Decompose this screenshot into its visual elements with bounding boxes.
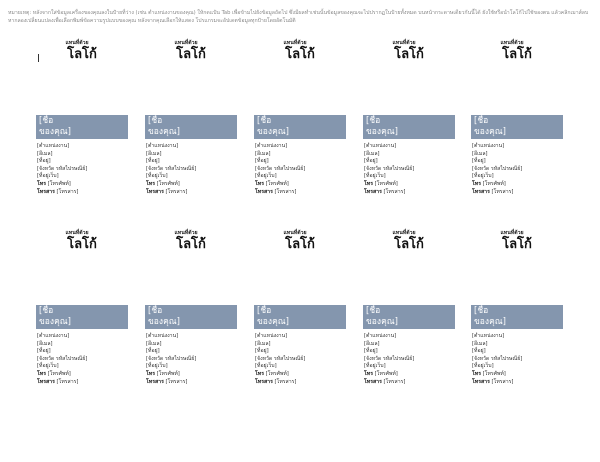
email: [อีเมล]	[472, 150, 488, 157]
logo-replace-label: แทนที่ด้วย	[65, 40, 89, 46]
phone-row	[255, 371, 346, 379]
name-bar[interactable]	[471, 305, 563, 329]
logo-text: โลโก้	[176, 47, 206, 62]
logo-placeholder[interactable]	[145, 40, 237, 70]
fax-row	[472, 379, 563, 387]
fax-value: [โทรสาร]	[165, 188, 188, 195]
phone-row	[146, 371, 237, 379]
phone-row	[255, 181, 346, 189]
phone-value: [โทรศัพท์]	[482, 180, 506, 187]
fax-value: [โทรสาร]	[383, 188, 406, 195]
address: [ที่อยู่]	[37, 158, 51, 165]
name-bar[interactable]	[254, 115, 346, 139]
address: [ที่อยู่]	[364, 158, 378, 165]
name-line-1: [ชื่อ	[148, 116, 163, 126]
email: [อีเมล]	[364, 150, 380, 157]
logo-text: โลโก้	[285, 237, 315, 252]
address-2: [ที่อยู่เว็บ]	[146, 173, 168, 180]
logo-replace-label: แทนที่ด้วย	[500, 230, 524, 236]
address: [ที่อยู่]	[255, 348, 269, 355]
name-bar[interactable]	[36, 305, 128, 329]
email: [อีเมล]	[255, 150, 271, 157]
business-card[interactable]	[363, 230, 455, 390]
logo-replace-label: แทนที่ด้วย	[174, 40, 198, 46]
logo-text: โลโก้	[285, 47, 315, 62]
logo-text: โลโก้	[394, 237, 424, 252]
fax-row	[472, 189, 563, 197]
fax-row	[146, 189, 237, 197]
business-card[interactable]	[36, 230, 128, 390]
name-bar[interactable]	[145, 115, 237, 139]
logo-placeholder[interactable]	[254, 230, 346, 260]
name-bar[interactable]	[145, 305, 237, 329]
phone-label: โทร	[255, 370, 264, 377]
phone-value: [โทรศัพท์]	[47, 180, 71, 187]
fax-row	[364, 379, 455, 387]
fax-value: [โทรสาร]	[274, 188, 297, 195]
contact-details[interactable]	[364, 333, 455, 386]
name-line-2: ของคุณ]	[148, 316, 180, 327]
contact-details[interactable]	[255, 333, 346, 386]
phone-label: โทร	[472, 370, 481, 377]
logo-replace-label: แทนที่ด้วย	[392, 40, 416, 46]
logo-replace-label: แทนที่ด้วย	[392, 230, 416, 236]
logo-placeholder[interactable]	[36, 40, 128, 70]
phone-value: [โทรศัพท์]	[374, 370, 398, 377]
fax-label: โทรสาร	[146, 188, 164, 195]
business-card[interactable]	[145, 230, 237, 390]
phone-row	[364, 371, 455, 379]
email: [อีเมล]	[364, 340, 380, 347]
name-bar[interactable]	[363, 305, 455, 329]
address: [ที่อยู่]	[37, 348, 51, 355]
fax-value: [โทรสาร]	[165, 378, 188, 385]
name-line-2: ของคุณ]	[366, 126, 398, 137]
fax-value: [โทรสาร]	[491, 378, 514, 385]
contact-details[interactable]	[364, 143, 455, 196]
phone-label: โทร	[255, 180, 264, 187]
email: [อีเมล]	[472, 340, 488, 347]
phone-row	[472, 371, 563, 379]
job-title: [ตำแหน่งงาน]	[255, 333, 288, 339]
name-line-1: [ชื่อ	[39, 116, 54, 126]
logo-replace-label: แทนที่ด้วย	[283, 230, 307, 236]
fax-row	[37, 189, 128, 197]
fax-label: โทรสาร	[364, 188, 382, 195]
email: [อีเมล]	[146, 150, 162, 157]
contact-details[interactable]	[255, 143, 346, 196]
logo-text: โลโก้	[502, 47, 532, 62]
logo-placeholder[interactable]	[254, 40, 346, 70]
logo-text: โลโก้	[502, 237, 532, 252]
logo-placeholder[interactable]	[36, 230, 128, 260]
fax-value: [โทรสาร]	[56, 188, 79, 195]
logo-replace-label: แทนที่ด้วย	[283, 40, 307, 46]
fax-label: โทรสาร	[37, 188, 55, 195]
job-title: [ตำแหน่งงาน]	[364, 333, 397, 339]
logo-placeholder[interactable]	[471, 40, 563, 70]
business-card[interactable]	[471, 40, 563, 200]
name-line-2: ของคุณ]	[474, 316, 506, 327]
name-bar[interactable]	[363, 115, 455, 139]
phone-label: โทร	[146, 180, 155, 187]
email: [อีเมล]	[37, 340, 53, 347]
address-2: [ที่อยู่เว็บ]	[364, 363, 386, 370]
phone-value: [โทรศัพท์]	[265, 180, 289, 187]
contact-details[interactable]	[472, 143, 563, 196]
job-title: [ตำแหน่งงาน]	[37, 333, 70, 339]
business-card[interactable]	[363, 40, 455, 200]
address-2: [ที่อยู่เว็บ]	[364, 173, 386, 180]
business-card[interactable]	[254, 230, 346, 390]
phone-label: โทร	[472, 180, 481, 187]
address: [ที่อยู่]	[364, 348, 378, 355]
fax-value: [โทรสาร]	[491, 188, 514, 195]
phone-row	[146, 181, 237, 189]
email: [อีเมล]	[37, 150, 53, 157]
contact-details[interactable]	[146, 333, 237, 386]
contact-details[interactable]	[472, 333, 563, 386]
city-state-zip: [จังหวัด รหัสไปรษณีย์]	[255, 165, 306, 172]
phone-row	[37, 181, 128, 189]
address: [ที่อยู่]	[472, 348, 486, 355]
city-state-zip: [จังหวัด รหัสไปรษณีย์]	[37, 355, 88, 362]
name-line-2: ของคุณ]	[39, 126, 71, 137]
phone-label: โทร	[37, 180, 46, 187]
fax-value: [โทรสาร]	[274, 378, 297, 385]
city-state-zip: [จังหวัด รหัสไปรษณีย์]	[472, 165, 523, 172]
logo-text: โลโก้	[176, 237, 206, 252]
name-line-1: [ชื่อ	[366, 306, 381, 316]
job-title: [ตำแหน่งงาน]	[255, 143, 288, 149]
name-line-2: ของคุณ]	[39, 316, 71, 327]
fax-row	[146, 379, 237, 387]
phone-row	[472, 181, 563, 189]
job-title: [ตำแหน่งงาน]	[146, 333, 179, 339]
name-line-1: [ชื่อ	[474, 116, 489, 126]
business-card[interactable]	[471, 230, 563, 390]
fax-row	[255, 189, 346, 197]
job-title: [ตำแหน่งงาน]	[364, 143, 397, 149]
phone-label: โทร	[37, 370, 46, 377]
name-line-2: ของคุณ]	[257, 126, 289, 137]
address-2: [ที่อยู่เว็บ]	[472, 363, 494, 370]
logo-placeholder[interactable]	[363, 230, 455, 260]
name-line-1: [ชื่อ	[474, 306, 489, 316]
logo-placeholder[interactable]	[145, 230, 237, 260]
name-line-1: [ชื่อ	[148, 306, 163, 316]
logo-placeholder[interactable]	[363, 40, 455, 70]
city-state-zip: [จังหวัด รหัสไปรษณีย์]	[364, 165, 415, 172]
logo-replace-label: แทนที่ด้วย	[500, 40, 524, 46]
contact-details[interactable]	[146, 143, 237, 196]
address: [ที่อยู่]	[472, 158, 486, 165]
address-2: [ที่อยู่เว็บ]	[146, 363, 168, 370]
fax-label: โทรสาร	[146, 378, 164, 385]
job-title: [ตำแหน่งงาน]	[472, 333, 505, 339]
business-card[interactable]	[254, 40, 346, 200]
name-bar[interactable]	[471, 115, 563, 139]
job-title: [ตำแหน่งงาน]	[146, 143, 179, 149]
logo-placeholder[interactable]	[471, 230, 563, 260]
contact-details[interactable]	[37, 143, 128, 196]
business-card[interactable]	[145, 40, 237, 200]
address-2: [ที่อยู่เว็บ]	[255, 363, 277, 370]
logo-text: โลโก้	[394, 47, 424, 62]
logo-replace-label: แทนที่ด้วย	[65, 230, 89, 236]
fax-row	[364, 189, 455, 197]
fax-row	[37, 379, 128, 387]
phone-value: [โทรศัพท์]	[156, 370, 180, 377]
logo-replace-label: แทนที่ด้วย	[174, 230, 198, 236]
business-card[interactable]	[36, 40, 128, 200]
phone-label: โทร	[364, 180, 373, 187]
name-bar[interactable]	[36, 115, 128, 139]
fax-value: [โทรสาร]	[383, 378, 406, 385]
name-line-2: ของคุณ]	[366, 316, 398, 327]
name-line-1: [ชื่อ	[366, 116, 381, 126]
logo-text: โลโก้	[67, 237, 97, 252]
address: [ที่อยู่]	[146, 158, 160, 165]
address: [ที่อยู่]	[255, 158, 269, 165]
fax-label: โทรสาร	[255, 188, 273, 195]
email: [อีเมล]	[255, 340, 271, 347]
city-state-zip: [จังหวัด รหัสไปรษณีย์]	[146, 165, 197, 172]
phone-row	[364, 181, 455, 189]
name-bar[interactable]	[254, 305, 346, 329]
name-line-1: [ชื่อ	[39, 306, 54, 316]
email: [อีเมล]	[146, 340, 162, 347]
name-line-1: [ชื่อ	[257, 306, 272, 316]
address-2: [ที่อยู่เว็บ]	[37, 173, 59, 180]
fax-label: โทรสาร	[255, 378, 273, 385]
job-title: [ตำแหน่งงาน]	[472, 143, 505, 149]
city-state-zip: [จังหวัด รหัสไปรษณีย์]	[146, 355, 197, 362]
name-line-2: ของคุณ]	[474, 126, 506, 137]
city-state-zip: [จังหวัด รหัสไปรษณีย์]	[37, 165, 88, 172]
instructions-text: หมายเหตุ: หลังจากใส่ข้อมูลเครื่องของคุณลงในป้ายที่ว่าง (เช่น ตำแหน่งงานของคุณ) ให้กดแป้น Tab เพื่อข้ามไปยังข้อมูลถัดไป ซึ่งมีผลทำเช่นนั้นข้อมูลของคุณจะไปปรากฏในป้ายทั้งหมด บนหน้ากระดาษเดียวกันนี้ได้ ยังใช้หรือนำโลโก้ไปใช้ของตน แล้วคลิกเมาส์ลบหากลองเปลี่ยนแปลงเพื่อเลือกพิมพ์ข้อความรูปแบบของคุณ หลังจากคุณเลือกให้แสดง โปรแกรมจะอัปเดตข้อมูลทุกป้ายโดยอัตโนมัติ	[8, 10, 589, 24]
phone-value: [โทรศัพท์]	[156, 180, 180, 187]
phone-label: โทร	[364, 370, 373, 377]
phone-value: [โทรศัพท์]	[482, 370, 506, 377]
phone-value: [โทรศัพท์]	[47, 370, 71, 377]
name-line-2: ของคุณ]	[257, 316, 289, 327]
city-state-zip: [จังหวัด รหัสไปรษณีย์]	[472, 355, 523, 362]
address-2: [ที่อยู่เว็บ]	[255, 173, 277, 180]
city-state-zip: [จังหวัด รหัสไปรษณีย์]	[364, 355, 415, 362]
fax-value: [โทรสาร]	[56, 378, 79, 385]
fax-label: โทรสาร	[472, 378, 490, 385]
job-title: [ตำแหน่งงาน]	[37, 143, 70, 149]
fax-label: โทรสาร	[472, 188, 490, 195]
city-state-zip: [จังหวัด รหัสไปรษณีย์]	[255, 355, 306, 362]
address-2: [ที่อยู่เว็บ]	[37, 363, 59, 370]
logo-text: โลโก้	[67, 47, 97, 62]
phone-value: [โทรศัพท์]	[374, 180, 398, 187]
address: [ที่อยู่]	[146, 348, 160, 355]
phone-value: [โทรศัพท์]	[265, 370, 289, 377]
phone-label: โทร	[146, 370, 155, 377]
fax-row	[255, 379, 346, 387]
contact-details[interactable]	[37, 333, 128, 386]
fax-label: โทรสาร	[364, 378, 382, 385]
fax-label: โทรสาร	[37, 378, 55, 385]
name-line-2: ของคุณ]	[148, 126, 180, 137]
phone-row	[37, 371, 128, 379]
name-line-1: [ชื่อ	[257, 116, 272, 126]
address-2: [ที่อยู่เว็บ]	[472, 173, 494, 180]
